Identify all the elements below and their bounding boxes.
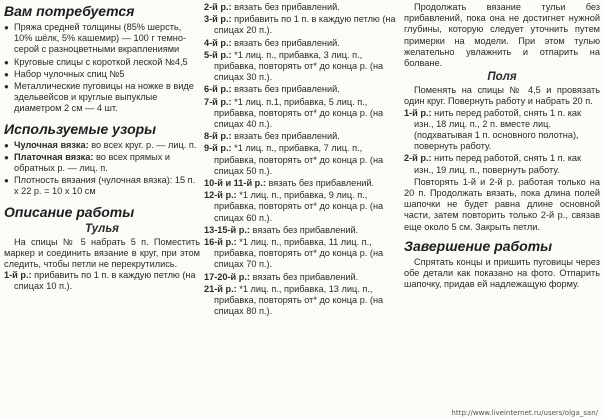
tulle-row	[204, 84, 400, 95]
row-label: 1-й р.:	[404, 107, 432, 118]
tulle-row	[204, 237, 400, 271]
tulle-row	[204, 38, 400, 49]
row-text: прибавить по 1 п. в каждую петлю (на спицах 10 п.).	[14, 270, 196, 292]
fields-text: Поменять на спицы № 4,5 и провязать один круг. Повернуть работу и набрать 20 п.	[404, 85, 600, 107]
row-label: 6-й р.:	[204, 84, 232, 95]
material-item-2: ● Круговые спицы с короткой леской №4,5	[4, 57, 200, 68]
fields-row-2	[404, 153, 600, 175]
finish-title: Завершение работы	[404, 237, 553, 254]
tulle-row	[204, 143, 400, 177]
finish-text: Спрятать концы и пришить пуговицы через обе детали как показано на фото. Отпарить шапочку, придав ей надлежащую форму.	[404, 256, 600, 290]
pattern-item-1	[4, 140, 200, 151]
pattern-name: Платочная вязка:	[14, 151, 94, 162]
row-text: *1 лиц. п., прибавка, 3 лиц. п., прибавка, повторять от* до конца р. (на спицах 30 п.).	[214, 49, 384, 83]
gauge-item	[4, 175, 200, 197]
column-1	[4, 2, 200, 294]
row-text: *1 лиц. п., прибавка, 11 лиц. п., прибавка, повторять от* до конца р. (на спицах 70 п.).	[214, 237, 384, 270]
tulle-row	[204, 190, 400, 224]
fields-repeat-text: Повторять 1-й и 2-й р. работая только на 20 п. Продолжать вязать, пока длина полей шапочки не будет равна длине основной части, затем повторить только 2-й р., связав еще около 5 см. Закрыть петли.	[404, 176, 600, 232]
row-text: вязать без прибавлений.	[249, 224, 359, 235]
material-item-3: ● Набор чулочных спиц №5	[4, 69, 200, 80]
tulle-row-1	[4, 270, 200, 292]
material-item-4: ● Металлические пуговицы на ножке в виде эдельвейсов и круглые выпуклые диаметром 2 см — 4 шт.	[4, 81, 200, 115]
row-label: 3-й р.:	[204, 14, 232, 25]
material-item-1: ● Пряжа средней толщины (85% шерсть, 10% шёлк, 5% кашемир) — 100 г темно-серой с разноцветными вкраплениями	[4, 22, 200, 56]
row-text: прибавить по 1 п. в каждую петлю (на спицах 20 п.).	[214, 14, 396, 36]
tulle-row	[204, 14, 400, 36]
tulle-row	[204, 50, 400, 84]
column-2	[204, 2, 400, 318]
row-label: 16-й р.:	[204, 237, 237, 248]
pattern-name: Чулочная вязка:	[14, 139, 89, 150]
row-label: 12-й р.:	[204, 190, 237, 201]
row-text: вязать без прибавлений.	[265, 178, 375, 189]
pattern-item-2	[4, 152, 200, 174]
tulle-row	[204, 272, 400, 283]
pattern-text: во всех прямых и обратных р. — лиц. п.	[14, 151, 171, 174]
fields-row-1	[404, 108, 600, 153]
materials-title: Вам потребуется	[4, 3, 135, 19]
row-label: 7-й р.:	[204, 96, 232, 107]
gauge-text: Плотность вязания (чулочная вязка): 15 п. х 22 р. = 10 х 10 см	[14, 175, 196, 197]
tulle-row	[204, 97, 400, 131]
patterns-title: Используемые узоры	[4, 120, 157, 137]
row-text: вязать без прибавлений.	[231, 2, 340, 12]
row-label: 9-й р.:	[204, 143, 232, 154]
tulle-row	[204, 131, 400, 142]
tulle-row	[204, 178, 400, 189]
row-label: 17-20-й р.:	[204, 271, 250, 282]
row-text: нить перед работой, снять 1 п. как изн., 19 лиц. п., повернуть работу.	[414, 153, 582, 175]
fields-title: Поля	[487, 71, 517, 84]
pattern-text: во всех круг. р. — лиц. п.	[88, 139, 197, 150]
row-text: *1 лиц. п., прибавка, 7 лиц. п., прибавка, повторять от* до конца р. (на спицах 50 п.).	[214, 143, 384, 176]
row-text: *1 лиц. п.1, прибавка, 5 лиц. п., прибавка, повторять от* до конца р. (на спицах 40 п.).	[214, 96, 384, 130]
tulle-title: Тулья	[85, 222, 119, 235]
row-text: вязать без прибавлений.	[231, 37, 340, 48]
tulle-text: На спицы № 5 набрать 5 п. Поместить маркер и соединить вязание в круг, при этом следить, чтобы петли не перекрутились.	[4, 236, 200, 270]
tulle-row	[204, 225, 400, 236]
row-label: 8-й р.:	[204, 131, 232, 142]
row-label: 1-й р.:	[4, 270, 32, 281]
column-3	[404, 2, 600, 290]
row-label: 13-15-й р.:	[204, 224, 250, 235]
row-text: вязать без прибавлений.	[231, 131, 340, 142]
row-label: 4-й р.:	[204, 37, 232, 48]
watermark-link[interactable]: http://www.liveinternet.ru/users/olga_san/	[451, 409, 598, 417]
row-label: 10-й и 11-й р.:	[204, 178, 266, 189]
tulle-continue-text: Продолжать вязание тульи без прибавлений, пока она не достигнет нужной глубины, которую следует уточнить путем примерки на модели. При этом тулью желательно увлажнить и отпарить на болване.	[404, 2, 600, 69]
work-title: Описание работы	[4, 203, 135, 220]
row-text: *1 лиц. п., прибавка, 9 лиц. п., прибавка, повторять от* до конца р. (на спицах 60 п.).	[214, 190, 384, 223]
row-label: 2-й р.:	[204, 2, 232, 12]
row-label: 5-й р.:	[204, 49, 232, 60]
row-text: нить перед работой, снять 1 п. как изн., 18 лиц. п., 2 п. вместе лиц. (подхватывая 1 п. основного полотна), повернуть работу.	[414, 107, 582, 152]
row-label: 21-й р.:	[204, 283, 237, 294]
row-text: *1 лиц. п., прибавка, 13 лиц. п., прибавка, повторять от* до конца р. (на спицах 80 п.).	[214, 283, 384, 317]
tulle-row	[204, 284, 400, 318]
row-text: вязать без прибавлений.	[249, 271, 359, 282]
row-label: 2-й р.:	[404, 153, 432, 164]
row-text: вязать без прибавлений.	[231, 84, 340, 95]
tulle-row	[204, 2, 400, 13]
